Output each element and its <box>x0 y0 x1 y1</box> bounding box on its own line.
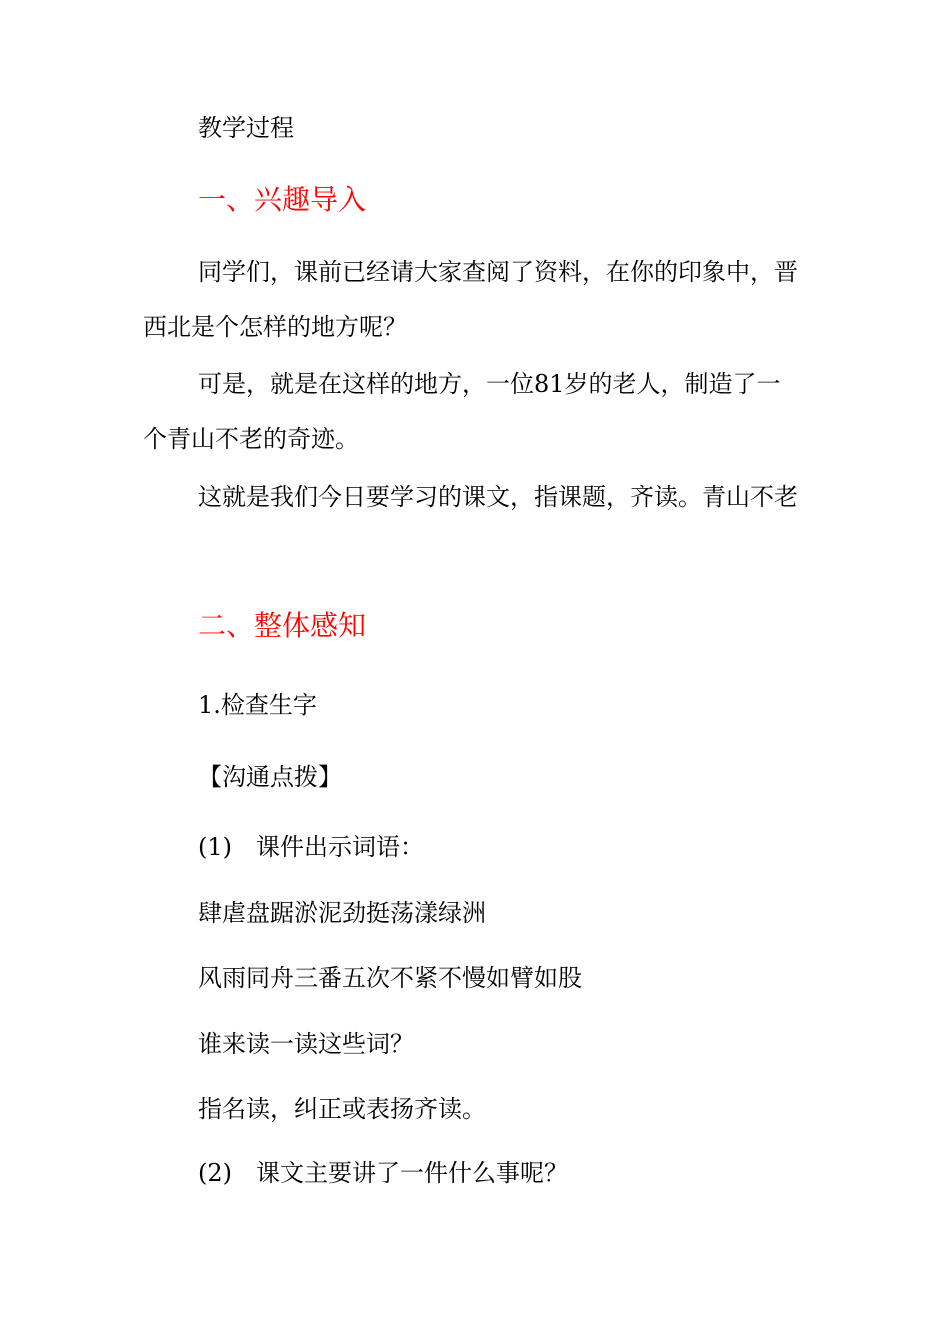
sub-item-main-idea: (2) 课文主要讲了一件什么事呢？ <box>198 1159 568 1187</box>
item-check-characters: 1.检查生字 <box>198 691 317 719</box>
heading-overall-perception: 二、整体感知 <box>198 609 367 642</box>
word-list-2: 风雨同舟三番五次不紧不慢如臂如股 <box>198 964 582 992</box>
instruction-read: 指名读，纠正或表扬齐读。 <box>198 1095 486 1123</box>
sub-item-courseware-words: (1) 课件出示词语： <box>198 833 424 861</box>
paragraph-intro-question: 同学们，课前已经请大家查阅了资料，在你的印象中，晋西北是个怎样的地方呢？ <box>143 258 798 341</box>
bracket-note: 【沟通点拨】 <box>198 763 342 791</box>
paragraph-miracle: 可是，就是在这样的地方，一位81岁的老人，制造了一个青山不老的奇迹。 <box>143 370 781 453</box>
word-list-1: 肆虐盘踞淤泥劲挺荡漾绿洲 <box>198 899 486 927</box>
heading-interest-intro: 一、兴趣导入 <box>198 183 367 216</box>
question-read-words: 谁来读一读这些词？ <box>198 1030 414 1058</box>
section-label: 教学过程 <box>198 114 294 142</box>
paragraph-title-reading: 这就是我们今日要学习的课文，指课题，齐读。青山不老 <box>198 483 798 511</box>
